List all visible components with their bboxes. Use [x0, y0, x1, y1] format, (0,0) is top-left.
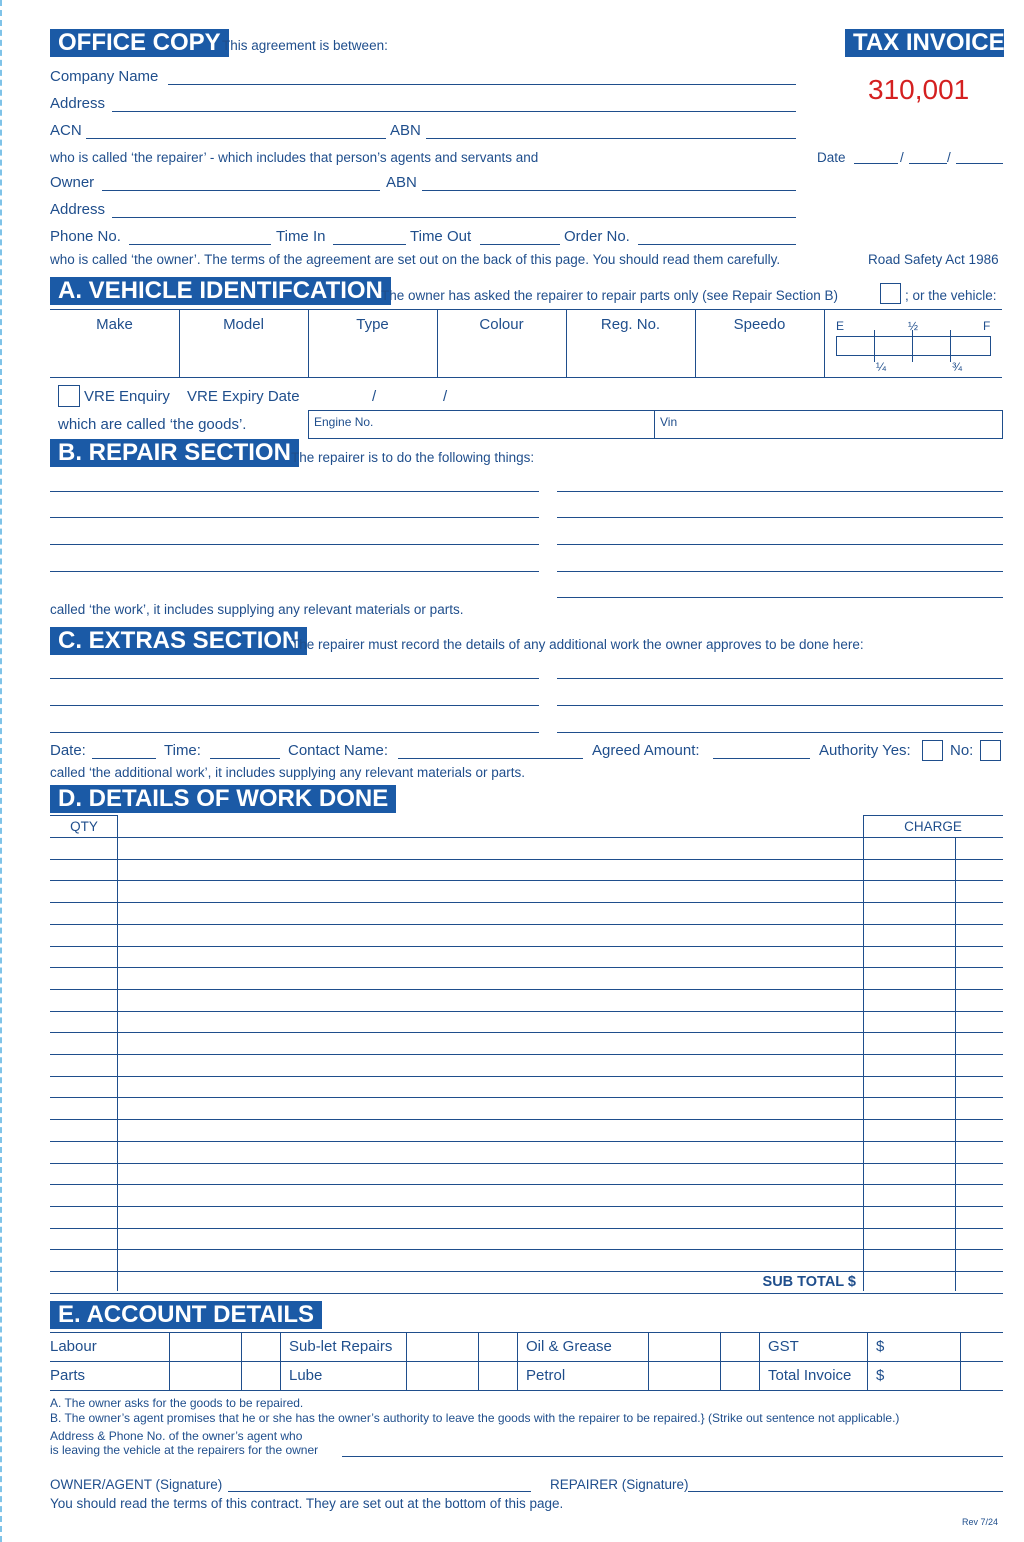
reg-no-header: Reg. No. — [600, 316, 661, 333]
fuel-quarter-label: ¼ — [876, 360, 887, 374]
abn-field[interactable] — [426, 138, 796, 139]
repair-line-right[interactable] — [557, 544, 1003, 545]
repairer-signature-label: REPAIRER (Signature) — [550, 1477, 689, 1492]
account-col-divider — [406, 1332, 407, 1390]
parts-only-checkbox[interactable] — [880, 283, 901, 304]
account-col-divider — [478, 1332, 479, 1390]
date-separator: / — [947, 150, 951, 165]
goods-note: which are called ‘the goods’. — [58, 416, 247, 433]
repair-line-left[interactable] — [50, 544, 539, 545]
authority-no-checkbox[interactable] — [980, 740, 1001, 761]
vre-date-separator: / — [443, 388, 448, 405]
section-d-title: D. DETAILS OF WORK DONE — [50, 785, 396, 813]
type-header: Type — [356, 316, 389, 333]
extras-date-label: Date: — [50, 742, 86, 759]
vre-date-separator: / — [372, 388, 377, 405]
account-col-divider — [517, 1332, 518, 1390]
section-b-note: The repairer is to do the following things: — [291, 450, 535, 465]
company-name-label: Company Name — [50, 68, 159, 85]
fuel-tick — [950, 330, 951, 362]
account-col-divider — [648, 1332, 649, 1390]
authority-yes-label: Authority Yes: — [819, 742, 911, 759]
extras-time-label: Time: — [164, 742, 201, 759]
work-row-line[interactable] — [50, 1228, 1003, 1229]
section-a-title: A. VEHICLE IDENTIFCATION — [50, 277, 391, 305]
total-invoice-label: Total Invoice — [768, 1367, 852, 1384]
vre-enquiry-label: VRE Enquiry — [84, 388, 170, 405]
section-c-title: C. EXTRAS SECTION — [50, 627, 307, 655]
total-dollar: $ — [876, 1367, 885, 1384]
section-c-note: The repairer must record the details of any additional work the owner approves to be done here: — [291, 637, 864, 652]
office-copy-badge: OFFICE COPY — [50, 29, 229, 57]
owner-signature-field[interactable] — [228, 1491, 531, 1492]
fuel-gauge[interactable] — [836, 336, 991, 356]
authority-no-label: No: — [950, 742, 974, 759]
date-separator: / — [900, 150, 904, 165]
owner-field[interactable] — [102, 190, 380, 191]
work-row-line[interactable] — [50, 946, 1003, 947]
contact-name-field[interactable] — [398, 758, 583, 759]
abn-label: ABN — [390, 122, 421, 139]
phone-label: Phone No. — [50, 228, 121, 245]
invoice-number: 310,001 — [868, 74, 970, 105]
owner-signature-label: OWNER/AGENT (Signature) — [50, 1477, 223, 1492]
date-day-field[interactable] — [854, 163, 898, 164]
repairer-note: who is called ‘the repairer’ - which includes that person’s agents and servants and — [50, 150, 539, 165]
vre-expiry-label: VRE Expiry Date — [187, 388, 300, 405]
repair-line-right[interactable] — [557, 517, 1003, 518]
charge-header: CHARGE — [904, 819, 962, 834]
colour-header: Colour — [479, 316, 524, 333]
vin-field[interactable] — [654, 410, 1003, 439]
qty-divider — [117, 815, 118, 1291]
work-row-line[interactable] — [50, 880, 1003, 881]
work-row-line[interactable] — [50, 902, 1003, 903]
gst-label: GST — [768, 1338, 799, 1355]
work-row-line[interactable] — [50, 859, 1003, 860]
account-col-divider — [169, 1332, 170, 1390]
address-label: Address — [50, 95, 106, 112]
account-col-divider — [867, 1332, 868, 1390]
account-col-divider — [960, 1332, 961, 1390]
note-b: B. The owner’s agent promises that he or she has the owner’s authority to leave the goods with the repairer to be repaired.} (Strike out sentence not applicable.) — [50, 1411, 900, 1425]
note-a: A. The owner asks for the goods to be repaired. — [50, 1396, 304, 1410]
extras-line-left[interactable] — [50, 678, 539, 679]
fuel-half-label: ½ — [908, 319, 919, 333]
owner-address-label: Address — [50, 201, 106, 218]
work-row-line[interactable] — [50, 1119, 1003, 1120]
owner-label: Owner — [50, 174, 95, 191]
fuel-full-label: F — [983, 319, 991, 333]
account-col-divider — [759, 1332, 760, 1390]
order-no-field[interactable] — [638, 244, 796, 245]
work-row-line[interactable] — [50, 1032, 1003, 1033]
acn-label: ACN — [50, 122, 82, 139]
account-col-divider — [280, 1332, 281, 1390]
fuel-tick — [874, 330, 875, 362]
order-no-label: Order No. — [564, 228, 630, 245]
petrol-label: Petrol — [526, 1367, 566, 1384]
fuel-empty-label: E — [836, 319, 845, 333]
repair-line-left[interactable] — [50, 571, 539, 572]
repair-line-left[interactable] — [50, 517, 539, 518]
work-row-line[interactable] — [50, 837, 1003, 838]
agreed-amount-field[interactable] — [713, 758, 810, 759]
account-col-divider — [241, 1332, 242, 1390]
agreed-amount-label: Agreed Amount: — [592, 742, 700, 759]
qty-header: QTY — [70, 819, 98, 834]
time-in-label: Time In — [276, 228, 326, 245]
work-row-line[interactable] — [50, 1271, 1003, 1272]
sublet-label: Sub-let Repairs — [289, 1338, 393, 1355]
account-table-top — [50, 1332, 1003, 1333]
speedo-header: Speedo — [733, 316, 786, 333]
repair-line-right[interactable] — [557, 571, 1003, 572]
tax-invoice-badge: TAX INVOICE — [845, 29, 1004, 57]
vehicle-table-bottom — [50, 377, 1002, 378]
work-row-line[interactable] — [50, 1163, 1003, 1164]
lube-label: Lube — [289, 1367, 323, 1384]
repairer-signature-field[interactable] — [688, 1491, 1003, 1492]
act-label: Road Safety Act 1986 — [868, 252, 999, 267]
work-table-top — [863, 815, 1003, 816]
repair-line-right[interactable] — [557, 597, 1003, 598]
work-row-line[interactable] — [50, 1011, 1003, 1012]
owner-address-field[interactable] — [112, 217, 796, 218]
account-table-mid — [50, 1361, 1003, 1362]
vehicle-col-divider — [824, 309, 825, 377]
section-b-footer: called ‘the work’, it includes supplying any relevant materials or parts. — [50, 602, 464, 617]
work-row-line[interactable] — [50, 1054, 1003, 1055]
extras-date-field[interactable] — [92, 758, 156, 759]
owner-abn-label: ABN — [386, 174, 417, 191]
make-header: Make — [96, 316, 133, 333]
vre-enquiry-checkbox[interactable] — [58, 385, 80, 407]
parts-label: Parts — [50, 1367, 86, 1384]
work-row-line[interactable] — [50, 924, 1003, 925]
account-col-divider — [720, 1332, 721, 1390]
work-row-line[interactable] — [50, 1293, 1003, 1294]
address-field[interactable] — [112, 111, 796, 112]
engine-no-label: Engine No. — [314, 415, 374, 429]
owner-abn-field[interactable] — [422, 190, 796, 191]
model-header: Model — [223, 316, 264, 333]
acn-field[interactable] — [86, 138, 386, 139]
gst-dollar: $ — [876, 1338, 885, 1355]
extras-time-field[interactable] — [210, 758, 280, 759]
repair-line-right[interactable] — [557, 491, 1003, 492]
time-out-label: Time Out — [410, 228, 472, 245]
time-out-field[interactable] — [480, 244, 560, 245]
date-year-field[interactable] — [956, 163, 1003, 164]
work-row-line[interactable] — [50, 1249, 1003, 1250]
or-vehicle-label: ; or the vehicle: — [905, 288, 997, 303]
date-month-field[interactable] — [909, 163, 947, 164]
extras-line-right[interactable] — [557, 678, 1003, 679]
charge-divider — [863, 815, 864, 1291]
work-row-line[interactable] — [50, 1206, 1003, 1207]
agent-address-field[interactable] — [342, 1456, 1003, 1457]
work-row-line[interactable] — [50, 1076, 1003, 1077]
subtotal-label: SUB TOTAL $ — [762, 1274, 856, 1290]
oil-grease-label: Oil & Grease — [526, 1338, 612, 1355]
extras-line-right[interactable] — [557, 732, 1003, 733]
section-b-title: B. REPAIR SECTION — [50, 439, 299, 467]
vin-label: Vin — [660, 415, 678, 429]
work-table-top — [50, 815, 118, 816]
agent-note-line2: is leaving the vehicle at the repairers for the owner — [50, 1443, 319, 1457]
phone-field[interactable] — [129, 244, 271, 245]
extras-line-left[interactable] — [50, 732, 539, 733]
contact-name-label: Contact Name: — [288, 742, 389, 759]
section-c-footer: called ‘the additional work’, it includes supplying any relevant materials or parts. — [50, 765, 525, 780]
fuel-three-quarter-label: ¾ — [952, 360, 963, 374]
extras-line-left[interactable] — [50, 705, 539, 706]
work-row-line[interactable] — [50, 1184, 1003, 1185]
section-a-note: The owner has asked the repairer to repair parts only (see Repair Section B) — [381, 288, 838, 303]
time-in-field[interactable] — [333, 244, 406, 245]
work-row-line[interactable] — [50, 989, 1003, 990]
work-row-line[interactable] — [50, 1097, 1003, 1098]
authority-yes-checkbox[interactable] — [922, 740, 943, 761]
owner-note: who is called ‘the owner’. The terms of the agreement are set out on the back of this page. You should read them carefully. — [50, 252, 781, 267]
fuel-tick — [912, 330, 913, 362]
account-table-bottom — [50, 1390, 1003, 1391]
vehicle-table-top — [50, 309, 1002, 310]
agent-note-line1: Address & Phone No. of the owner’s agent who — [50, 1429, 303, 1443]
agreement-label: This agreement is between: — [222, 38, 388, 53]
date-label: Date — [817, 150, 846, 165]
perforation-line — [0, 0, 2, 1542]
work-row-line[interactable] — [50, 1141, 1003, 1142]
company-name-field[interactable] — [168, 84, 796, 85]
repair-line-left[interactable] — [50, 491, 539, 492]
terms-note: You should read the terms of this contract. They are set out at the bottom of this page. — [50, 1496, 564, 1511]
cents-divider — [955, 837, 956, 1291]
extras-line-right[interactable] — [557, 705, 1003, 706]
section-e-title: E. ACCOUNT DETAILS — [50, 1301, 322, 1329]
work-row-line[interactable] — [50, 967, 1003, 968]
revision-label: Rev 7/24 — [962, 1517, 999, 1527]
labour-label: Labour — [50, 1338, 97, 1355]
